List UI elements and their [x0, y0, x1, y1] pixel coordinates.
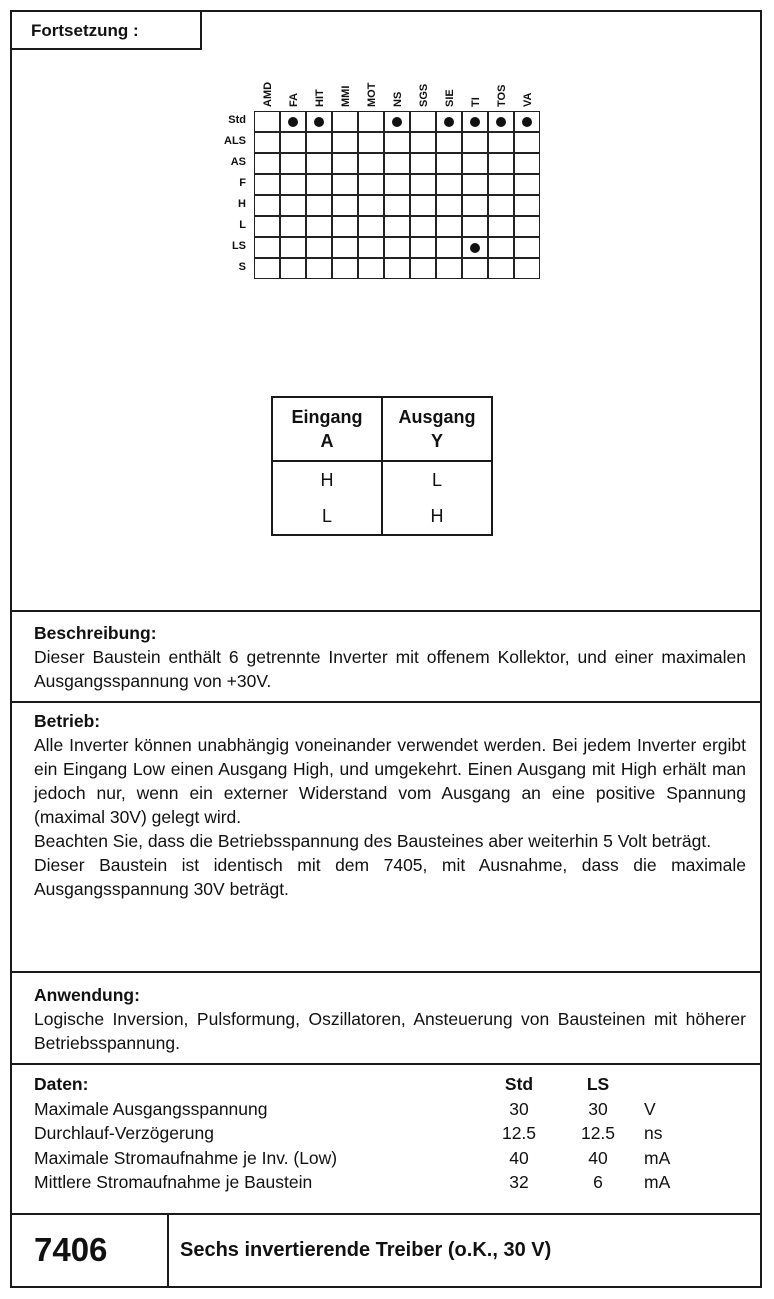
grid-column-label: MMI: [340, 85, 352, 107]
grid-cell: [436, 174, 462, 195]
grid-cell: [488, 153, 514, 174]
grid-cell: [514, 153, 540, 174]
grid-cell: [280, 153, 306, 174]
daten-ls-value: 12.5: [580, 1123, 616, 1143]
grid-row-label: S: [238, 261, 246, 273]
grid-cell: [488, 237, 514, 258]
grid-cell: [254, 195, 280, 216]
grid-cell: [410, 174, 436, 195]
grid-cell: [332, 111, 358, 132]
grid-cell: [488, 111, 514, 132]
section-anwendung: [34, 983, 746, 1055]
continuation-box: [10, 10, 202, 50]
grid-cell: [462, 174, 488, 195]
grid-cell: [462, 132, 488, 153]
grid-cell: [358, 216, 384, 237]
grid-cell: [410, 216, 436, 237]
daten-label: Maximale Ausgangsspannung: [34, 1098, 268, 1119]
daten-ls-value: 6: [593, 1172, 603, 1192]
daten-unit: mA: [644, 1147, 671, 1168]
part-title: Sechs invertierende Treiber (o.K., 30 V): [180, 1239, 552, 1261]
daten-unit: ns: [644, 1123, 663, 1143]
grid-column-label: FA: [288, 92, 300, 107]
divider: [10, 971, 762, 973]
grid-cell: [514, 237, 540, 258]
grid-cell: [306, 111, 332, 132]
grid-cell: [436, 132, 462, 153]
grid-cell: [462, 216, 488, 237]
grid-cell: [358, 195, 384, 216]
availability-dot: [470, 243, 480, 253]
continuation-label: Fortsetzung :: [31, 21, 139, 40]
grid-cell: [306, 258, 332, 279]
truth-table: [271, 396, 493, 536]
grid-cell: [436, 111, 462, 132]
daten-std-value: 12.5: [501, 1123, 537, 1143]
grid-cell: [436, 258, 462, 279]
grid-cell: [280, 258, 306, 279]
grid-cell: [436, 237, 462, 258]
divider: [10, 701, 762, 703]
grid-cell: [384, 237, 410, 258]
grid-column-label: NS: [392, 91, 404, 107]
grid-column-label: AMD: [262, 81, 274, 107]
grid-cell: [358, 153, 384, 174]
section-text: Logische Inversion, Pulsformung, Oszillatoren, Ansteuerung von Bausteinen mit höherer Betriebsspannung.: [34, 1009, 746, 1053]
grid-cell: [384, 258, 410, 279]
daten-row: [34, 1170, 734, 1195]
grid-cell: [332, 237, 358, 258]
availability-dot: [522, 117, 532, 127]
grid-cell: [254, 237, 280, 258]
daten-row: [34, 1121, 734, 1146]
grid-column-label: VA: [522, 92, 534, 107]
daten-row: [34, 1146, 734, 1171]
grid-cell: [514, 216, 540, 237]
grid-cell: [332, 132, 358, 153]
grid-cell: [462, 195, 488, 216]
truth-table-input-header: Eingang A: [272, 397, 382, 461]
grid-cell: [436, 195, 462, 216]
grid-column-label: SGS: [418, 83, 430, 107]
grid-cell: [332, 195, 358, 216]
grid-cell: [280, 132, 306, 153]
grid-row-label: H: [238, 198, 246, 210]
grid-column-label: SIE: [444, 89, 456, 107]
grid-cell: [384, 195, 410, 216]
grid-cell: [488, 195, 514, 216]
section-heading: Beschreibung:: [34, 623, 157, 643]
grid-cell: [436, 216, 462, 237]
part-number: 7406: [34, 1231, 108, 1268]
grid-cell: [280, 195, 306, 216]
grid-cell: [280, 216, 306, 237]
grid-cell: [384, 111, 410, 132]
grid-cell: [306, 237, 332, 258]
grid-cell: [514, 195, 540, 216]
grid-row-label: LS: [231, 240, 246, 252]
grid-cell: [384, 132, 410, 153]
daten-unit: V: [644, 1098, 656, 1119]
grid-cell: [254, 132, 280, 153]
availability-dot: [314, 117, 324, 127]
daten-std-value: 40: [509, 1147, 529, 1168]
grid-cell: [410, 153, 436, 174]
grid-cell: [280, 111, 306, 132]
daten-unit: mA: [644, 1172, 671, 1192]
truth-table-cell: L: [382, 461, 492, 498]
grid-cell: [358, 111, 384, 132]
grid-cell: [358, 132, 384, 153]
grid-cell: [410, 195, 436, 216]
grid-cell: [254, 111, 280, 132]
section-heading: Anwendung:: [34, 985, 140, 1005]
grid-cell: [306, 195, 332, 216]
truth-table-cell: H: [382, 498, 492, 535]
grid-cell: [254, 216, 280, 237]
daten-table: [34, 1072, 734, 1195]
grid-row-label: Std: [228, 114, 246, 126]
grid-cell: [410, 111, 436, 132]
availability-dot: [444, 117, 454, 127]
grid-cell: [306, 216, 332, 237]
daten-std-value: 30: [509, 1098, 529, 1119]
grid-row-label: F: [239, 177, 246, 189]
grid-cell: [514, 174, 540, 195]
grid-cell: [462, 111, 488, 132]
grid-cell: [306, 174, 332, 195]
divider: [10, 1063, 762, 1065]
section-betrieb: [34, 709, 746, 901]
grid-cell: [410, 132, 436, 153]
grid-cell: [436, 153, 462, 174]
grid-cell: [410, 237, 436, 258]
section-paragraph: Beachten Sie, dass die Betriebsspannung des Bausteines aber weiterhin 5 Volt beträgt.: [34, 831, 712, 851]
grid-cell: [306, 132, 332, 153]
grid-cell: [488, 216, 514, 237]
grid-cell: [488, 132, 514, 153]
daten-std-value: 32: [509, 1172, 529, 1192]
grid-cell: [358, 174, 384, 195]
grid-cell: [462, 237, 488, 258]
grid-cell: [384, 216, 410, 237]
grid-cell: [488, 258, 514, 279]
grid-cell: [384, 153, 410, 174]
grid-cell: [332, 216, 358, 237]
truth-table-cell: L: [272, 498, 382, 535]
daten-ls-value: 40: [588, 1147, 608, 1168]
grid-cell: [488, 174, 514, 195]
section-paragraph: Dieser Baustein ist identisch mit dem 7405, mit Ausnahme, dass die maximale Ausgangsspannung 30V beträgt.: [34, 855, 746, 899]
grid-cell: [462, 258, 488, 279]
footer-divider: [167, 1215, 169, 1288]
daten-header-row: [34, 1072, 734, 1097]
grid-cell: [410, 258, 436, 279]
section-paragraph: Alle Inverter können unabhängig voneinander verwendet werden. Bei jedem Inverter ergibt ein Eingang Low einen Ausgang High, und umgekehrt. Einen Ausgang mit High erhält man jedoch nur, wenn ein externer Widerstand vom Ausgang an eine positive Spannung (maximal 30V) gelegt wird.: [34, 735, 746, 827]
daten-label: Durchlauf-Verzögerung: [34, 1123, 214, 1143]
grid-cell: [358, 258, 384, 279]
grid-cell: [254, 153, 280, 174]
grid-cell: [462, 153, 488, 174]
grid-row-label: L: [239, 219, 246, 231]
daten-label: Mittlere Stromaufnahme je Baustein: [34, 1172, 313, 1192]
section-heading: Betrieb:: [34, 711, 101, 731]
grid-cell: [280, 237, 306, 258]
grid-cell: [514, 111, 540, 132]
availability-dot: [288, 117, 298, 127]
section-beschreibung: [34, 621, 746, 693]
grid-cell: [332, 153, 358, 174]
daten-heading: Daten:: [34, 1074, 89, 1094]
grid-column-label: TOS: [496, 84, 508, 107]
grid-cell: [306, 153, 332, 174]
grid-column-label: TI: [470, 97, 482, 107]
grid-column-label: HIT: [314, 89, 326, 107]
daten-col-std: Std: [504, 1074, 534, 1094]
daten-ls-value: 30: [588, 1098, 608, 1119]
truth-table-cell: H: [272, 461, 382, 498]
section-text: Dieser Baustein enthält 6 getrennte Inverter mit offenem Kollektor, und einer maximalen Ausgangsspannung von +30V.: [34, 647, 746, 691]
availability-dot: [392, 117, 402, 127]
daten-col-ls: LS: [586, 1074, 610, 1094]
grid-cell: [384, 174, 410, 195]
daten-row: [34, 1097, 734, 1122]
truth-table-output-header: Ausgang Y: [382, 397, 492, 461]
grid-cell: [332, 258, 358, 279]
grid-cell: [514, 258, 540, 279]
grid-cell: [254, 174, 280, 195]
grid-cell: [280, 174, 306, 195]
grid-row-label: AS: [230, 156, 246, 168]
grid-row-label: ALS: [224, 135, 246, 147]
availability-dot: [470, 117, 480, 127]
grid-cell: [332, 174, 358, 195]
divider: [10, 610, 762, 612]
daten-label: Maximale Stromaufnahme je Inv. (Low): [34, 1147, 338, 1168]
availability-dot: [496, 117, 506, 127]
grid-cell: [358, 237, 384, 258]
footer: [10, 1215, 762, 1288]
grid-cell: [254, 258, 280, 279]
grid-column-label: MOT: [366, 82, 378, 107]
grid-cell: [514, 132, 540, 153]
